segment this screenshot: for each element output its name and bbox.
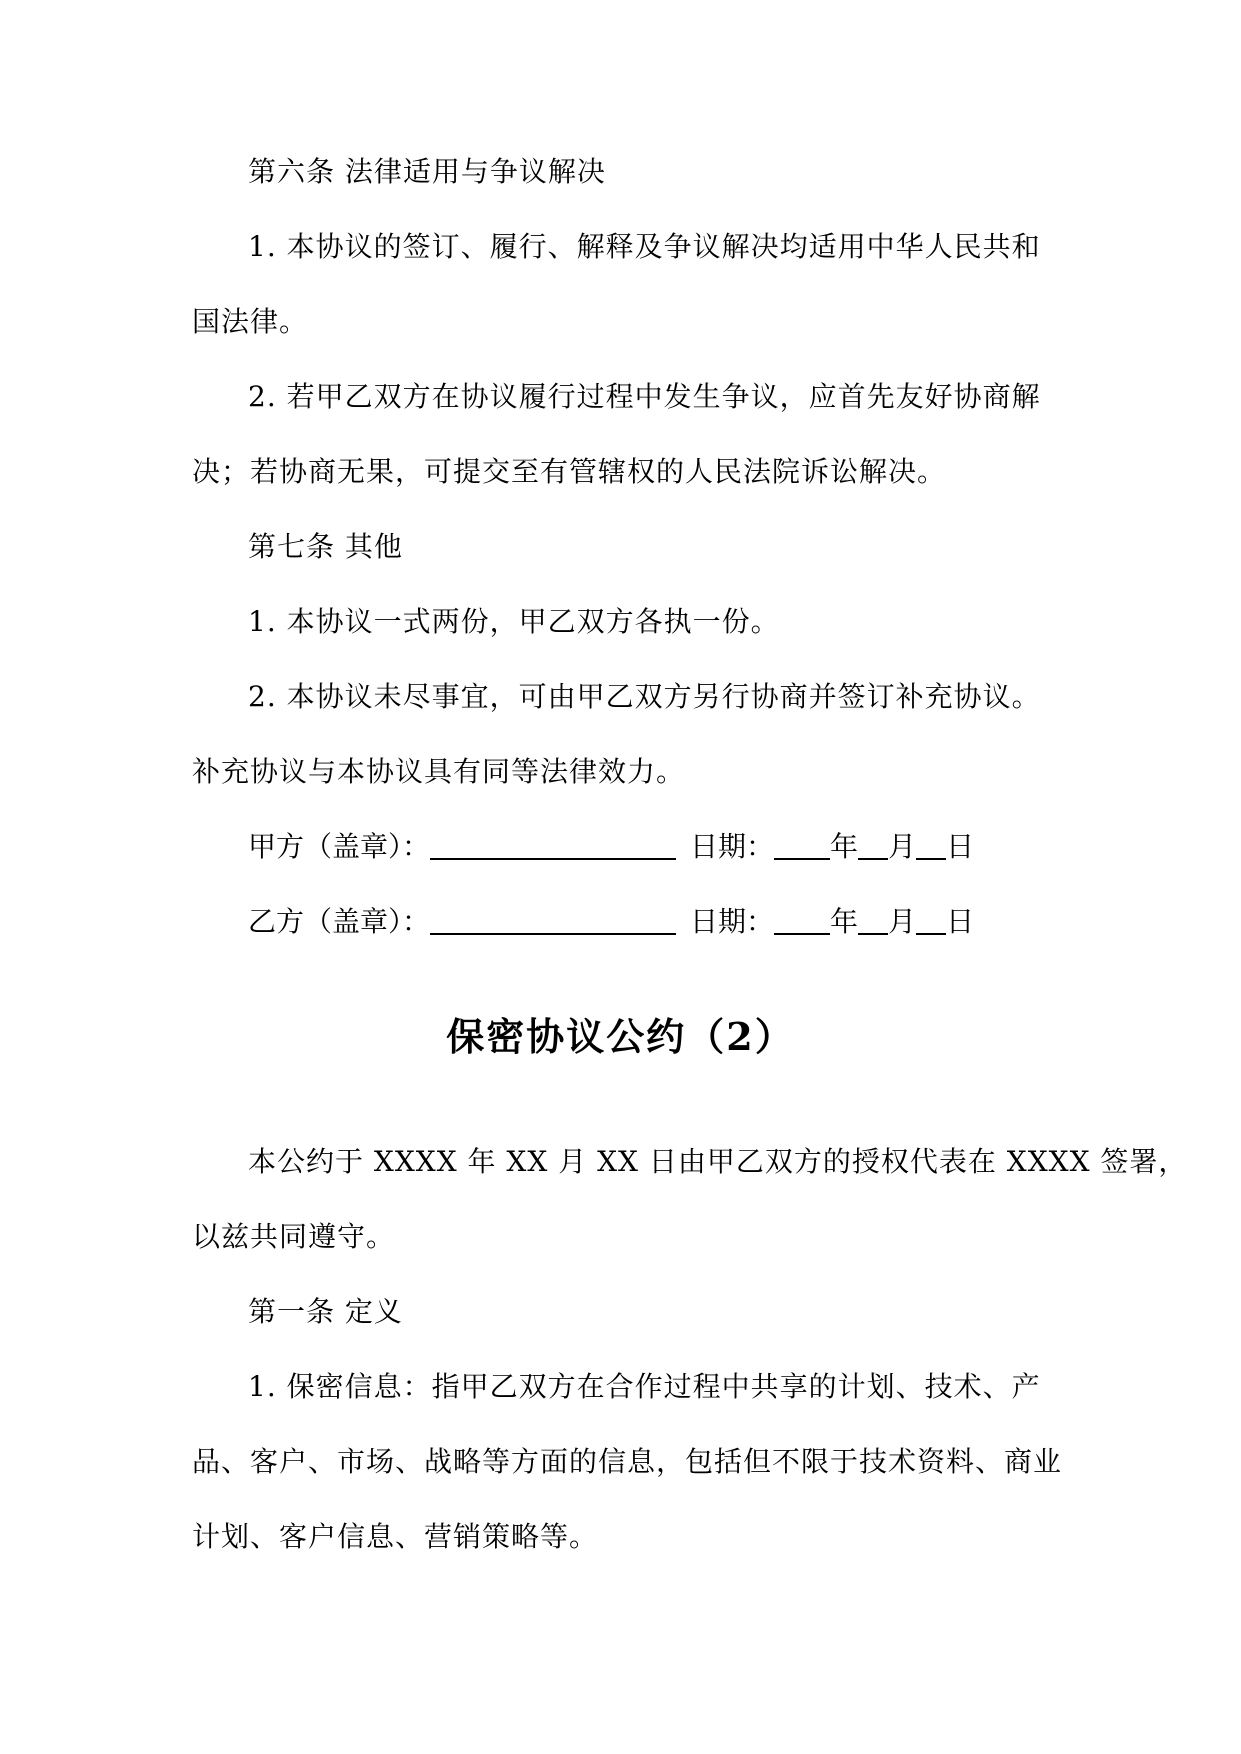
section7-item2-line1: 2. 本协议未尽事宜，可由甲乙双方另行协商并签订补充协议。 — [248, 680, 1041, 713]
party-b-seal-blank — [430, 905, 676, 935]
month-blank — [858, 905, 888, 935]
definition1-line3: 计划、客户信息、营销策略等。 — [192, 1520, 599, 1553]
year-blank — [774, 830, 830, 860]
party-a-label: 甲方（盖章）： — [248, 830, 431, 863]
day-label: 日 — [946, 830, 975, 863]
section7-item2-line2: 补充协议与本协议具有同等法律效力。 — [192, 755, 686, 788]
section7-heading: 第七条 其他 — [248, 530, 403, 563]
month-label: 月 — [888, 830, 917, 863]
intro-line1: 本公约于 XXXX 年 XX 月 XX 日由甲乙双方的授权代表在 XXXX 签署， — [248, 1145, 1188, 1178]
month-blank — [858, 830, 888, 860]
intro-line2: 以兹共同遵守。 — [192, 1220, 396, 1253]
section6-item2-line2: 决；若协商无果，可提交至有管辖权的人民法院诉讼解决。 — [192, 455, 947, 488]
day-blank — [916, 905, 946, 935]
signature-row-party-a — [248, 827, 974, 867]
section6-heading: 第六条 法律适用与争议解决 — [248, 155, 606, 188]
month-label: 月 — [888, 905, 917, 938]
year-label: 年 — [830, 905, 859, 938]
section6-item1-line1: 1. 本协议的签订、履行、解释及争议解决均适用中华人民共和 — [248, 230, 1041, 263]
year-label: 年 — [830, 830, 859, 863]
day-label: 日 — [946, 905, 975, 938]
section6-item2-line1: 2. 若甲乙双方在协议履行过程中发生争议，应首先友好协商解 — [248, 380, 1041, 413]
document-title: 保密协议公约（2） — [446, 1014, 795, 1059]
section6-item1-line2: 国法律。 — [192, 305, 309, 338]
signature-row-party-b — [248, 902, 974, 942]
definition1-line1: 1. 保密信息：指甲乙双方在合作过程中共享的计划、技术、产 — [248, 1370, 1041, 1403]
section7-item1-line1: 1. 本协议一式两份，甲乙双方各执一份。 — [248, 605, 780, 638]
definition1-line2: 品、客户、市场、战略等方面的信息，包括但不限于技术资料、商业 — [192, 1445, 1063, 1478]
date-label: 日期： — [690, 830, 775, 863]
party-b-label: 乙方（盖章）： — [248, 905, 431, 938]
section1-heading: 第一条 定义 — [248, 1295, 403, 1328]
date-label: 日期： — [690, 905, 775, 938]
party-a-seal-blank — [430, 830, 676, 860]
year-blank — [774, 905, 830, 935]
day-blank — [916, 830, 946, 860]
